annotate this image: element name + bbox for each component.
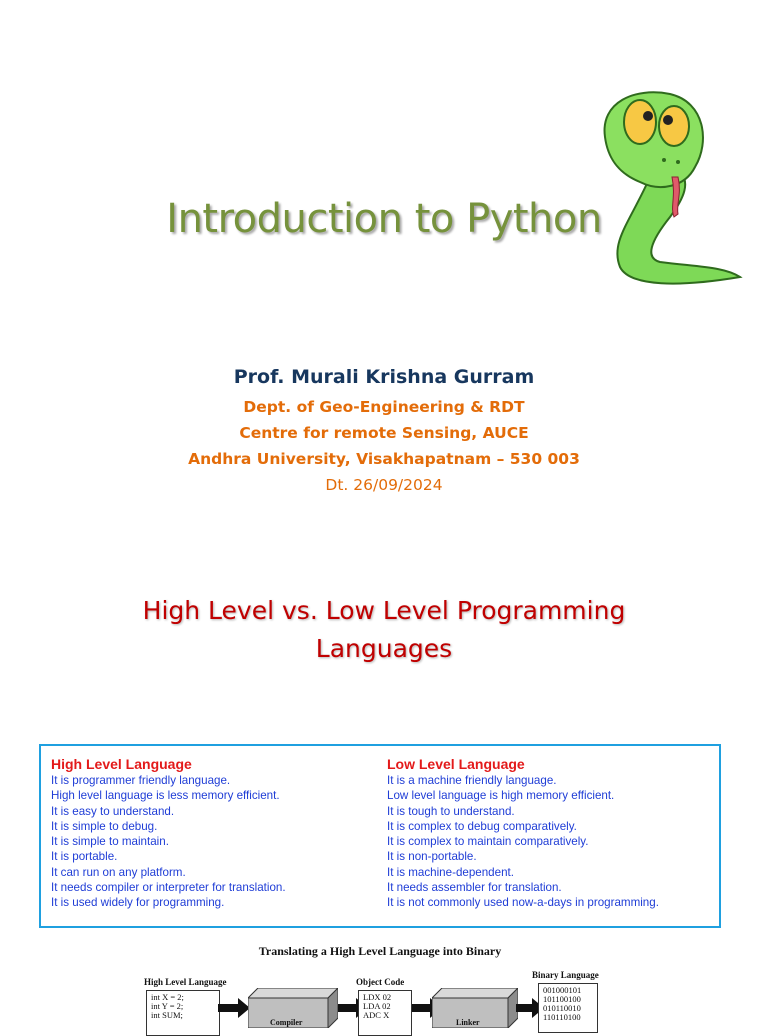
binary-language-label: Binary Language	[532, 970, 599, 980]
heading-line-1: High Level vs. Low Level Programming	[142, 596, 626, 625]
list-item: It is machine-dependent.	[387, 865, 514, 879]
high-level-title: High Level Language	[51, 756, 192, 772]
list-item: It is complex to maintain comparatively.	[387, 835, 589, 849]
list-item: It is a machine friendly language.	[387, 774, 557, 787]
object-code-label: Object Code	[356, 977, 405, 987]
comparison-table	[39, 744, 721, 928]
code-line: 101100100	[543, 994, 581, 1004]
affiliation-dept: Dept. of Geo-Engineering & RDT	[243, 398, 525, 416]
slide-title: Introduction to Python	[166, 196, 602, 242]
code-line: int X = 2;	[151, 992, 184, 1002]
code-line: int Y = 2;	[151, 1001, 184, 1011]
low-level-column	[387, 756, 659, 911]
comparison-heading	[0, 592, 768, 668]
low-level-title: Low Level Language	[387, 756, 525, 772]
list-item: It needs assembler for translation.	[387, 881, 562, 895]
list-item: Low level language is high memory efficient.	[387, 789, 615, 803]
code-line: ADC X	[363, 1010, 390, 1020]
affiliation-centre: Centre for remote Sensing, AUCE	[239, 424, 529, 442]
high-level-label: High Level Language	[144, 977, 227, 987]
list-item: It is tough to understand.	[387, 804, 515, 818]
object-code-box	[358, 990, 412, 1036]
list-item: It can run on any platform.	[51, 865, 186, 879]
code-line: 001000101	[543, 985, 582, 995]
linker-label: Linker	[456, 1018, 480, 1027]
slide-date: Dt. 26/09/2024	[325, 476, 443, 494]
compiler-label: Compiler	[270, 1018, 303, 1027]
list-item: It is simple to maintain.	[51, 835, 169, 849]
list-item: It is used widely for programming.	[51, 896, 225, 910]
list-item: It needs compiler or interpreter for translation.	[51, 881, 286, 895]
list-item: It is easy to understand.	[51, 804, 175, 818]
code-line: 010110010	[543, 1003, 581, 1013]
binary-code-box	[538, 983, 598, 1033]
affiliation-university: Andhra University, Visakhapatnam – 530 003	[188, 450, 580, 468]
translation-figure	[130, 944, 630, 1027]
snake-mascot-icon	[590, 82, 750, 302]
high-level-code-box	[146, 990, 220, 1036]
list-item: It is programmer friendly language.	[51, 774, 231, 787]
code-line: LDA 02	[363, 1001, 391, 1011]
high-level-column	[51, 756, 286, 911]
list-item: It is non-portable.	[387, 850, 477, 864]
list-item: It is complex to debug comparatively.	[387, 819, 577, 833]
author-name: Prof. Murali Krishna Gurram	[233, 366, 535, 388]
list-item: It is simple to debug.	[51, 819, 158, 833]
list-item: High level language is less memory efficient.	[51, 789, 280, 803]
list-item: It is not commonly used now-a-days in programming.	[387, 896, 659, 910]
code-line: 110110100	[543, 1012, 581, 1022]
heading-line-2: Languages	[315, 634, 453, 663]
figure-title: Translating a High Level Language into Binary	[258, 944, 502, 958]
list-item: It is portable.	[51, 850, 118, 864]
code-line: LDX 02	[363, 992, 392, 1002]
code-line: int SUM;	[151, 1010, 183, 1020]
